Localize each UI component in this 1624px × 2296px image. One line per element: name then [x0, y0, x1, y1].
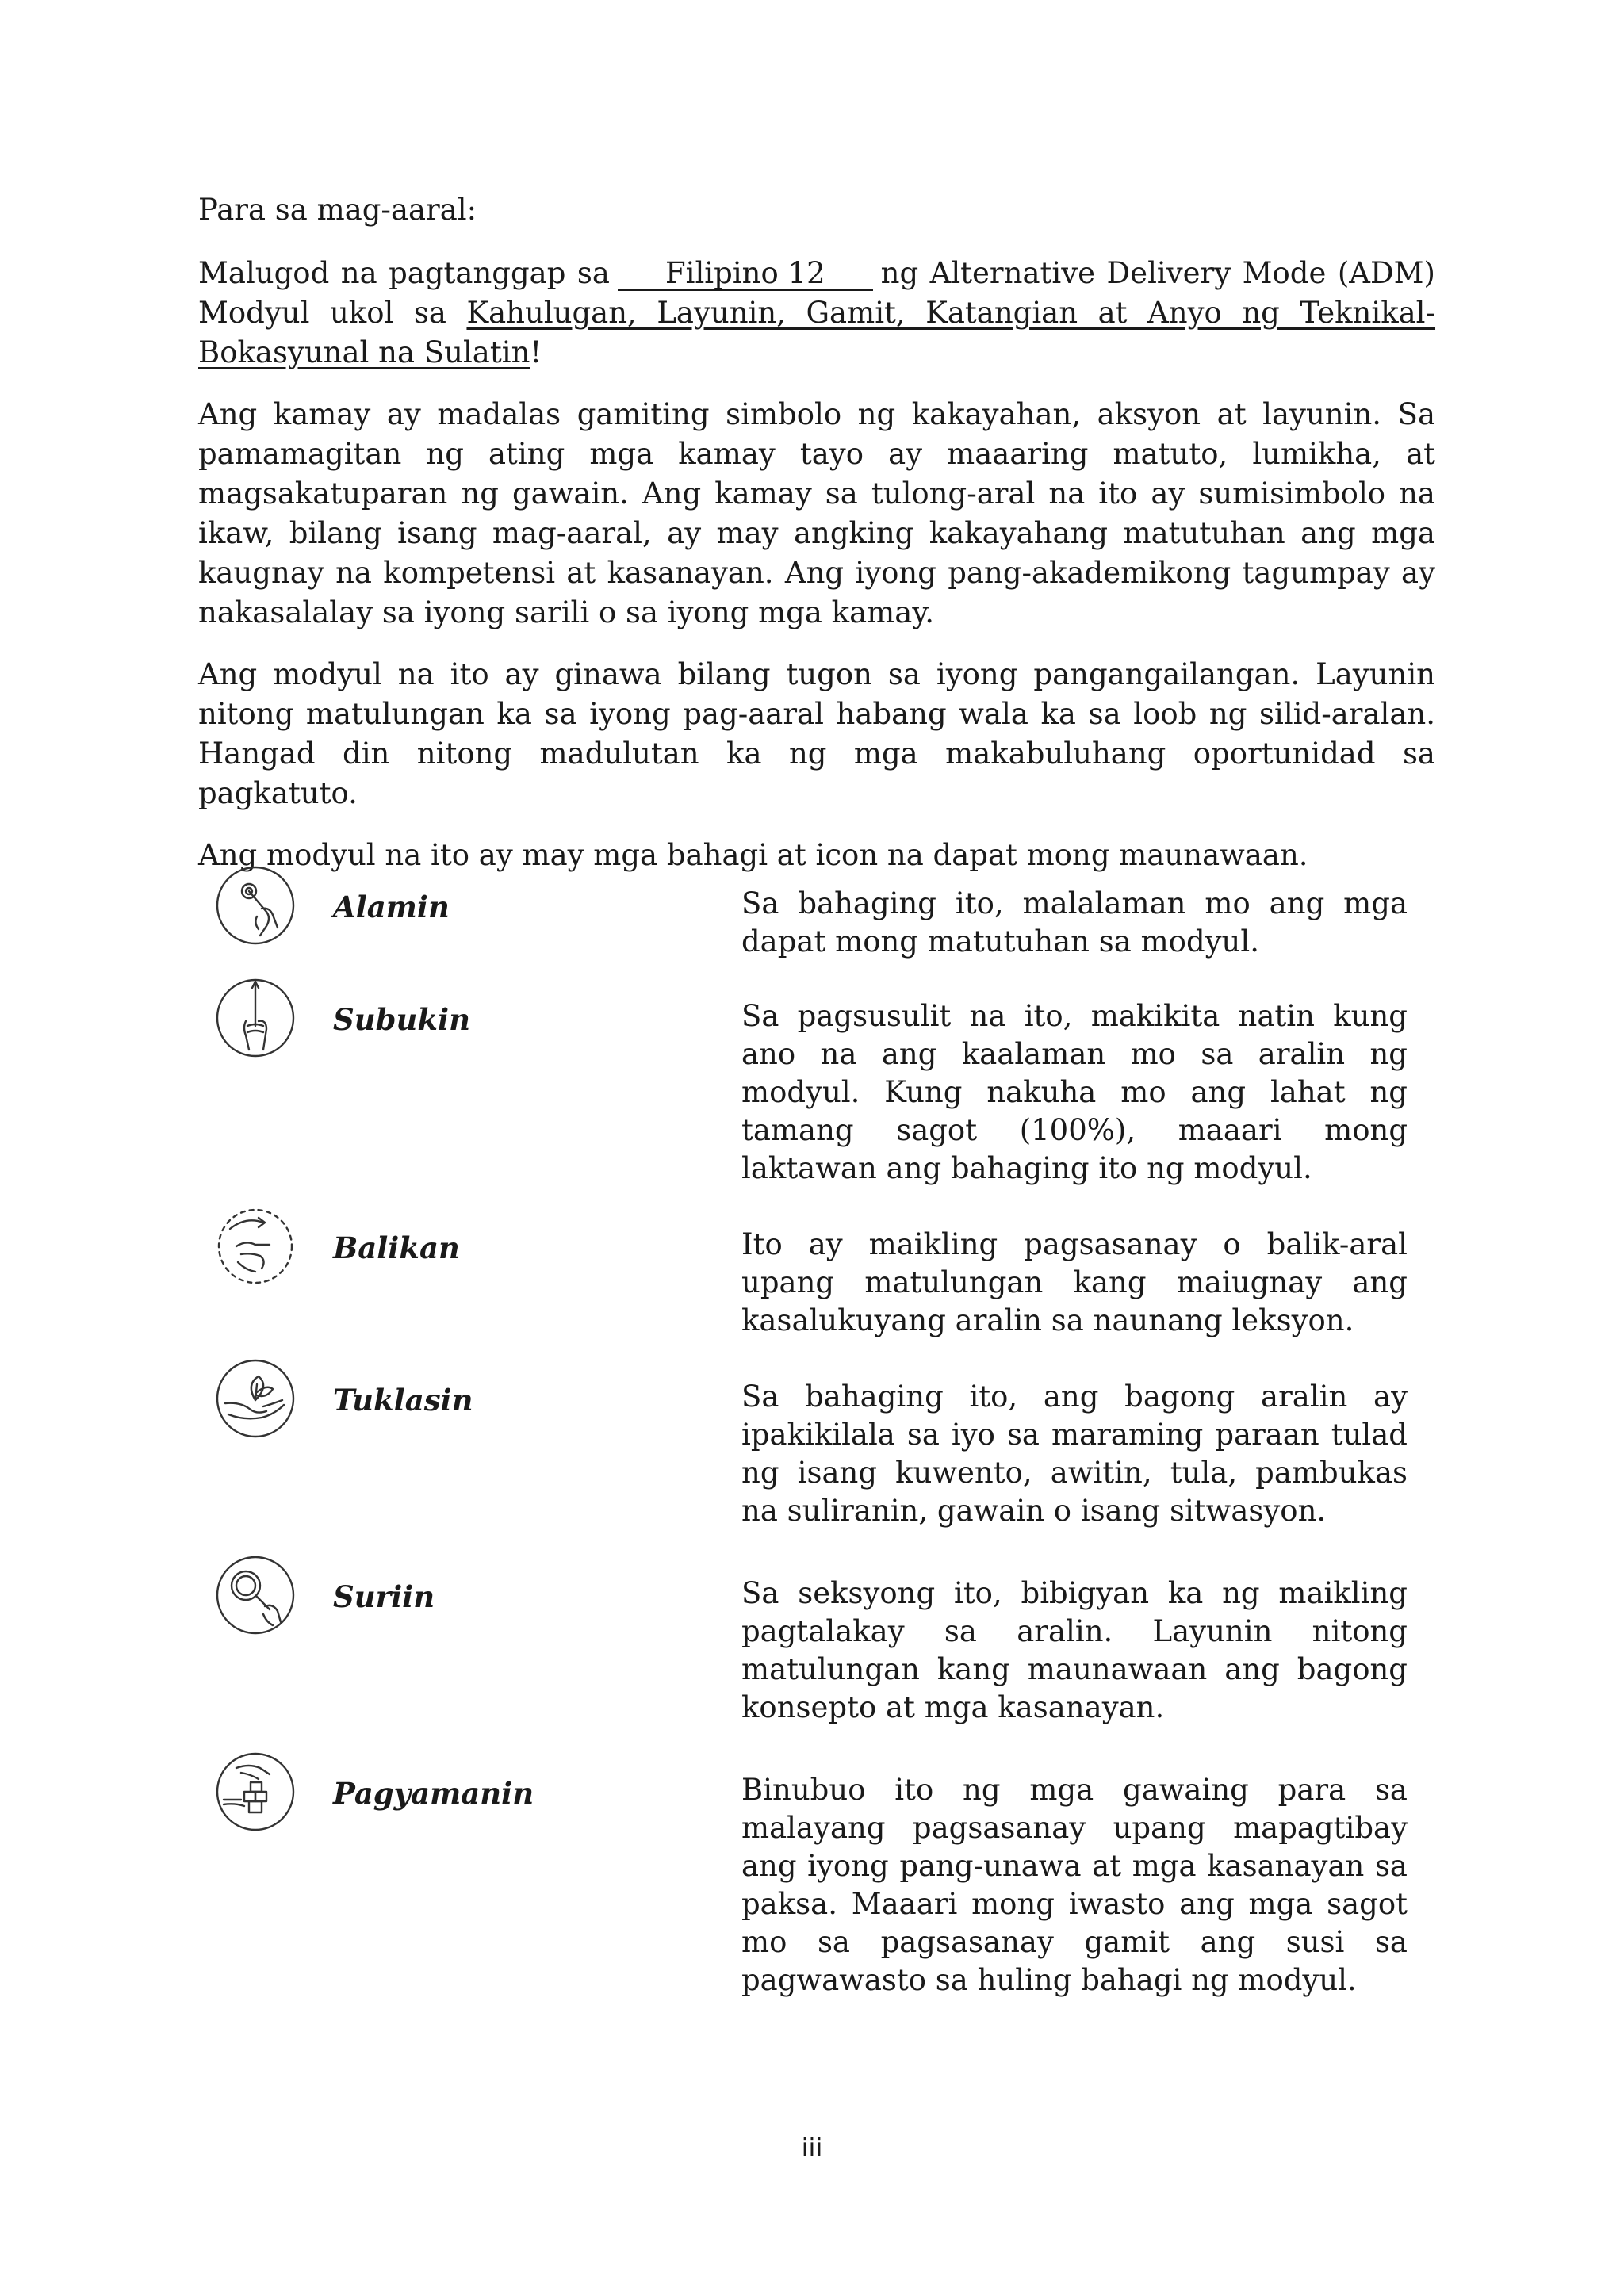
- module-topic: Kahulugan, Layunin, Gamit, Katangian at Anyo ng Teknikal-Bokasyunal na Sulatin: [198, 296, 1436, 369]
- page-body: [198, 190, 1435, 897]
- hands-with-leaf-icon: [214, 1357, 297, 1440]
- term-label: Balikan: [333, 1230, 460, 1265]
- welcome-suffix: !: [530, 335, 542, 369]
- term-description: Binubuo ito ng mga gawaing para sa malayang pagsasanay upang mapagtibay ang iyong pang-unawa at mga kasanayan sa paksa. Maaari mong iwasto ang mga sagot mo sa pagsasanay gamit ang susi sa pagwawasto sa huling bahagi ng modyul.: [741, 1773, 1408, 1997]
- greeting: Para sa mag-aaral:: [198, 193, 477, 227]
- term-label: Suriin: [333, 1579, 435, 1614]
- term-label: Subukin: [333, 1002, 470, 1037]
- page-number: iii: [801, 2133, 823, 2163]
- term-description: Sa bahaging ito, malalaman mo ang mga dapat mong matutuhan sa modyul.: [741, 886, 1408, 959]
- welcome-middle: ng Alternative Delivery Mode (ADM) Modyul ukol sa: [198, 256, 1435, 330]
- hand-stacking-blocks-icon: [214, 1751, 297, 1833]
- hand-holding-pencil-icon: [214, 977, 297, 1059]
- hand-pointing-icon: [214, 864, 297, 947]
- term-description: Sa bahaging ito, ang bagong aralin ay ipakikilala sa iyo sa maraming paraan tulad ng isang kuwento, awitin, tula, pambukas na suliranin, gawain o isang sitwasyon.: [741, 1380, 1408, 1528]
- term-description: Sa seksyong ito, bibigyan ka ng maikling pagtalakay sa aralin. Layunin nitong matulungan kang maunawaan ang bagong konsepto at mga kasanayan.: [741, 1576, 1408, 1724]
- term-description: Ito ay maikling pagsasanay o balik-aral upang matulungan kang maiugnay ang kasalukuyang aralin sa naunang leksyon.: [741, 1227, 1408, 1337]
- paragraph-module-purpose: Ang modyul na ito ay ginawa bilang tugon sa iyong pangangailangan. Layunin nitong matulungan ka sa iyong pag-aaral habang wala ka sa loob ng silid-aralan. Hangad din nitong madulutan ka ng mga makabuluhang oportunidad sa pagkatuto.: [198, 657, 1435, 810]
- hand-magnifier-icon: [214, 1554, 297, 1636]
- welcome-prefix: Malugod na pagtanggap sa: [198, 256, 610, 290]
- term-label: Pagyamanin: [333, 1776, 534, 1811]
- subject-name: Filipino 12: [618, 258, 873, 291]
- hand-rewind-icon: [214, 1205, 297, 1288]
- term-description: Sa pagsusulit na ito, makikita natin kung ano na ang kaalaman mo sa aralin ng modyul. Kung nakuha mo ang lahat ng tamang sagot (100%), maaari mong laktawan ang bahaging ito ng modyul.: [741, 999, 1408, 1185]
- term-label: Alamin: [333, 890, 450, 924]
- paragraph-icons-intro: Ang modyul na ito ay may mga bahagi at icon na dapat mong maunawaan.: [198, 838, 1308, 872]
- term-label: Tuklasin: [333, 1383, 473, 1418]
- welcome-paragraph: [198, 254, 1435, 373]
- paragraph-hand-symbol: Ang kamay ay madalas gamiting simbolo ng kakayahan, aksyon at layunin. Sa pamamagitan ng ating mga kamay tayo ay maaaring matuto, lumikha, at magsakatuparan ng gawain. Ang kamay sa tulong-aral na ito ay sumisimbolo na ikaw, bilang isang mag-aaral, ay may angking kakayahang matutuhan ang mga kaugnay na kompetensi at kasanayan. Ang iyong pang-akademikong tagumpay ay nakasalalay sa iyong sarili o sa iyong mga kamay.: [198, 397, 1435, 629]
